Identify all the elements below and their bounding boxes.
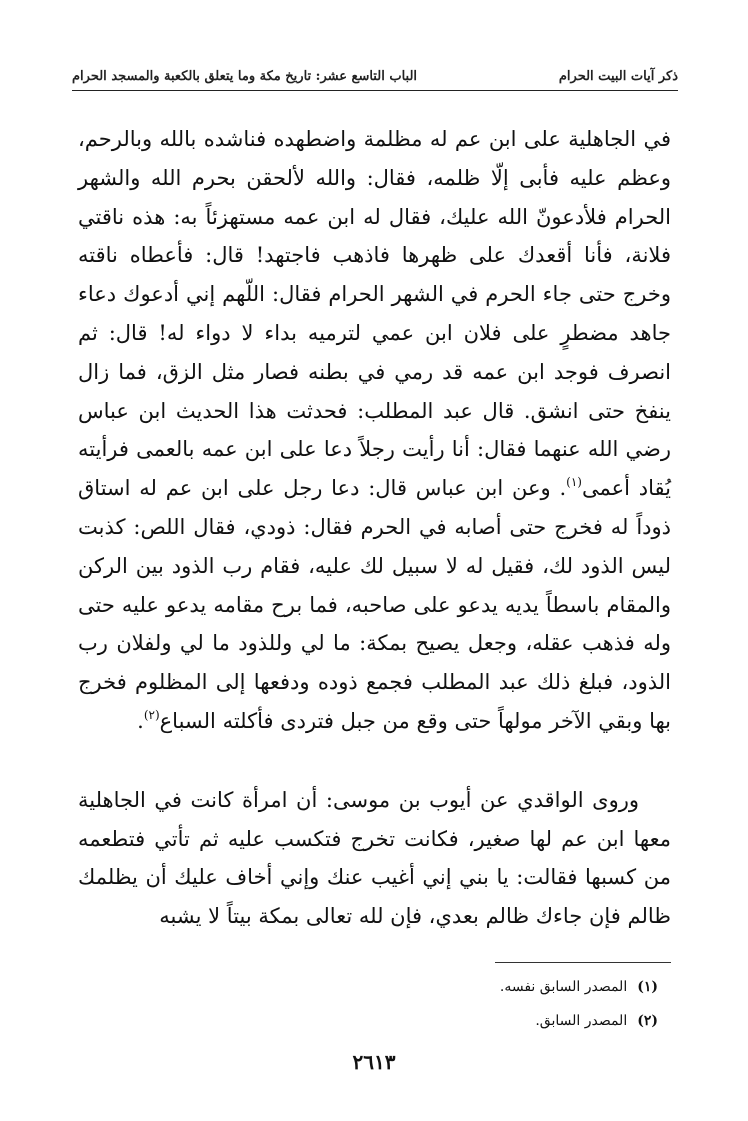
- paragraph-1-part-1: في الجاهلية على ابن عم له مظلمة واضطهده فناشده بالله وبالرحم، وعظم عليه فأبى إلّا ظلمه، فقال: والله لألحقن بحرم الله والشهر الحرام فلأدعونّ الله عليك، فقال له ابن عمه مستهزئاً به: هذه ناقتي فلانة، فأنا أقعدك على ظهرها فاذهب فاجتهد! قال: فأعطاه ناقته وخرج حتى جاء الحرم في الشهر الحرام فقال: اللّهم إني أدعوك دعاء جاهد مضطرٍ على فلان ابن عمي لترميه بداء لا دواء له! قال: ثم انصرف فوجد ابن عمه قد رمي في بطنه فصار مثل الزق، فما زال ينفخ حتى انشق. قال عبد المطلب: فحدثت هذا الحديث ابن عباس رضي الله عنهما فقال: أنا رأيت رجلاً دعا على ابن عمه بالعمى فرأيته يُقاد أعمى: [78, 127, 671, 501]
- footnotes: [78, 970, 658, 1038]
- header-right-title: ذكر آيات البيت الحرام: [558, 69, 678, 84]
- footnote-1-text: المصدر السابق نفسه.: [499, 979, 628, 995]
- paragraph-1-part-2: . وعن ابن عباس قال: دعا رجل على ابن عم له استاق ذوداً له فخرج حتى أصابه في الحرم فقال: ذودي، فقال اللص: كذبت ليس الذود لك، فقيل له لا سبيل لك عليه، فقام رب الذود بين الركن والمقام باسطاً يديه يدعو على صاحبه، فما برح مقامه يدعو عليه حتى وله فذهب عقله، وجعل يصيح بمكة: ما لي وللذود ما لي ولفلان رب الذود، فبلغ ذلك عبد المطلب فجمع ذوده ودفعها إلى المظلوم فخرج بها وبقي الآخر مولهاً حتى وقع من جبل فتردى فأكلته السباع: [78, 476, 671, 733]
- footnote-2-number: (٢): [637, 1013, 658, 1029]
- page-number: ٢٦١٣: [352, 1050, 396, 1074]
- paragraph-2: وروى الواقدي عن أيوب بن موسى: أن امرأة كانت في الجاهلية معها ابن عم لها صغير، فكانت تخرج فتكسب عليه ثم تأتي فتطعمه من كسبها فقالت: يا بني إني أغيب عنك وإني أخاف عليك أن يظلمك ظالم فإن جاءك ظالم بعدي، فإن لله تعالى بمكة بيتاً لا يشبه: [78, 787, 671, 929]
- running-header: [72, 58, 678, 84]
- paragraph-1-end: .: [137, 708, 144, 733]
- footnote-ref-2: (٢): [143, 707, 160, 722]
- paragraph-1: [78, 120, 671, 741]
- footnote-ref-1: (١): [566, 475, 582, 490]
- footnote-2-text: المصدر السابق.: [535, 1013, 628, 1029]
- footnote-1: [78, 970, 658, 1004]
- main-text: [78, 120, 671, 936]
- header-divider: [72, 90, 678, 91]
- footnote-divider: [495, 962, 671, 963]
- footnote-1-number: (١): [637, 979, 658, 995]
- header-left-title: الباب التاسع عشر: تاريخ مكة وما يتعلق بالكعبة والمسجد الحرام: [72, 69, 418, 84]
- footnote-2: [78, 1004, 658, 1038]
